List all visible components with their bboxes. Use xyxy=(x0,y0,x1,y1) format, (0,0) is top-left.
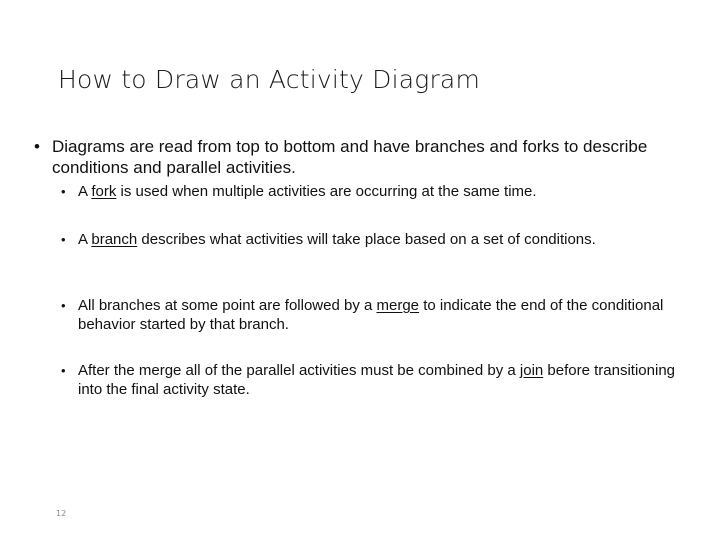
text-before-keyword: A xyxy=(78,231,92,248)
page-number: 12 xyxy=(56,509,67,518)
keyword-merge: merge xyxy=(376,297,420,314)
text-after-keyword: before transitioning into the final activity state. xyxy=(78,362,675,398)
text-after-keyword: describes what activities will take place based on a set of conditions. xyxy=(137,231,596,248)
keyword-branch: branch xyxy=(91,231,138,248)
sub-bullet-join xyxy=(61,361,701,399)
bullet-marker: • xyxy=(61,232,66,247)
sub-bullet-text xyxy=(61,361,701,399)
keyword-join: join xyxy=(519,362,544,379)
main-bullet-text: Diagrams are read from top to bottom and have branches and forks to describe conditions and parallel activities. xyxy=(52,137,648,177)
text-before-keyword: A xyxy=(78,183,92,200)
sub-bullet-branch xyxy=(61,230,701,249)
bullet-marker: • xyxy=(61,363,66,378)
bullet-marker: • xyxy=(61,184,66,199)
text-before-keyword: After the merge all of the parallel activities must be combined by a xyxy=(78,362,520,379)
sub-bullet-fork xyxy=(61,182,701,201)
sub-bullet-text xyxy=(61,230,701,249)
main-bullet xyxy=(34,136,684,178)
text-after-keyword: is used when multiple activities are occurring at the same time. xyxy=(116,183,537,200)
keyword-fork: fork xyxy=(91,183,117,200)
bullet-marker: • xyxy=(34,137,40,156)
sub-bullet-text xyxy=(61,182,701,201)
bullet-marker: • xyxy=(61,298,66,313)
sub-bullet-merge xyxy=(61,296,701,334)
text-before-keyword: All branches at some point are followed by a xyxy=(78,297,377,314)
sub-bullet-text xyxy=(61,296,701,334)
slide-title: How to Draw an Activity Diagram xyxy=(58,65,480,94)
text-after-keyword: to indicate the end of the conditional behavior started by that branch. xyxy=(78,297,664,333)
